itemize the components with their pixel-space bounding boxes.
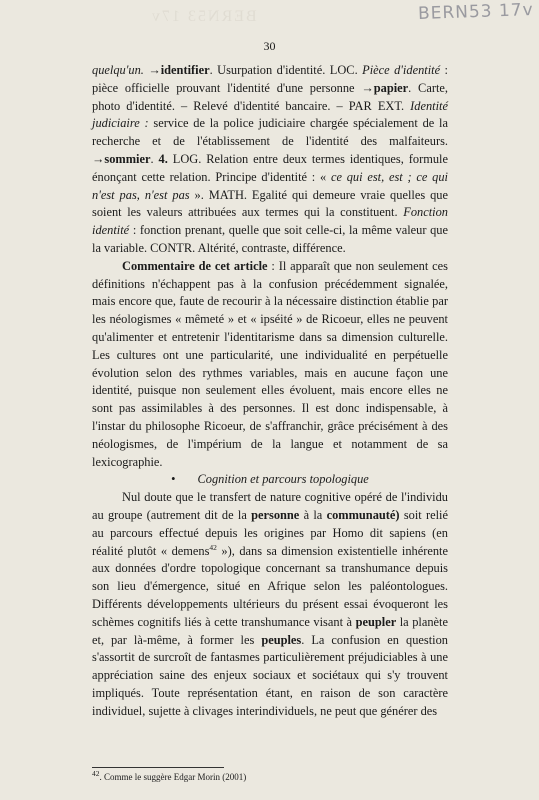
text-run: : Il apparaît que non seulement ces définitions n'échappent pas à la confusion précédemment signalée, mais encore que, faute de recourir à la nécessaire distinction établie par les néologismes « mêmeté » et « ipséité » de Ricoeur, elles ne peuvent qu'alimenter et entretenir l'identitarisme dans sa dimension culturelle. Les cultures ont une particularité, une individualité en perpétuelle évolution selon des rythmes variables, mais en aucune façon une identité, puisque non seulement elles évoluent, mais encore elles ne sont pas assimilables à des personnes. Il est donc indispensable, à l'instar du philosophe Ricoeur, de s'affranchir, grâce précisément à des néologismes, de l'impérium de la langue et notamment de sa lexicographie. — [92, 258, 448, 469]
paragraph-commentary — [92, 258, 448, 472]
text-run: . Usurpation d'identité. LOC. — [209, 63, 363, 77]
text-run: . La confusion en question s'assortit de surcroît de fantasmes particulièrement préjudiciables à une appréciation saine des enjeux sociaux et sociétaux qui s'y trouvent impliqués. Toute représentation étant, en raison de son caractère individuel, sujette à clivages interindividuels, ne peut que générer des — [92, 632, 448, 718]
text-run-bold: sommier — [104, 151, 151, 166]
text-run: LOG. Relation entre deux termes identiques, formule énonçant cette relation. Principe d'identité : « — [92, 151, 448, 184]
paragraph-definition — [92, 62, 448, 258]
text-run-italic: Fonction identité — [92, 205, 448, 238]
text-run-italic: Pièce d'identité — [362, 63, 441, 77]
commentary-heading: Commentaire de cet article — [122, 258, 268, 273]
section-heading-text: Cognition et parcours topologique — [197, 472, 369, 487]
text-run-bold: communauté) — [326, 507, 400, 522]
text-run-bold: peuples — [261, 632, 302, 647]
text-run-bold: papier — [373, 80, 409, 95]
bleed-through-text: BERN53 17v — [150, 8, 257, 25]
footnote-reference[interactable]: 42 — [209, 542, 217, 552]
text-run: quelqu'un. — [92, 63, 144, 77]
text-run-bold: peupler — [355, 614, 397, 629]
text-run: : pièce officielle prouvant l'identité d'une personne → — [92, 63, 448, 95]
text-run-italic: Identité judiciaire : — [92, 98, 448, 131]
text-run-bold: identifier — [160, 63, 210, 77]
handwritten-annotation: BERN53 17v — [417, 0, 534, 25]
footnote-number: 42 — [92, 769, 100, 778]
text-run: à la — [299, 507, 327, 522]
text-run-bold: 4. — [158, 151, 168, 166]
text-run: soit relié au parcours effectué depuis les origines par Homo dit sapiens (en réalité plutôt « demens — [92, 507, 448, 558]
text-run: → — [143, 63, 161, 77]
text-run: »), dans sa dimension existentielle inhérente aux données d'ordre topologique concernant sa transhumance depuis son lieu d'émergence, situé en Afrique selon les paléontologues. Différents développements ultérieurs du présent essai évoqueront les schèmes cognitifs liés à cette transhumance visant à — [92, 543, 448, 629]
text-run: la planète et, par là-même, à former les — [92, 614, 448, 647]
text-run: . — [150, 151, 159, 166]
paragraph-cognition — [92, 489, 448, 720]
footnote-divider — [92, 767, 224, 768]
text-run: ». MATH. Egalité qui demeure vraie quelles que soient les valeurs attribuées aux termes qui la constituent. — [92, 187, 448, 220]
body-text — [92, 62, 448, 720]
text-run-bold: personne — [251, 507, 300, 522]
footnote-text: . Comme le suggère Edgar Morin (2001) — [99, 772, 247, 782]
bullet-icon: • — [171, 472, 176, 487]
section-heading — [92, 471, 448, 489]
text-run-italic: ce qui est, est ; ce qui n'est pas, n'est pas — [92, 169, 448, 202]
text-run: Nul doute que le transfert de nature cognitive opéré de l'individu au groupe (autrement dit de la — [92, 490, 448, 522]
text-run: . Carte, photo d'identité. – Relevé d'identité bancaire. – PAR EXT. — [92, 80, 448, 113]
footnote — [92, 769, 448, 783]
page-number: 30 — [263, 39, 276, 53]
text-run: service de la police judiciaire chargée spécialement de la recherche et de l'établissement de l'identité des malfaiteurs. → — [92, 116, 448, 166]
text-run: : fonction prenant, quelle que soit celle-ci, la même valeur que la variable. CONTR. Altérité, contraste, différence. — [92, 223, 448, 255]
